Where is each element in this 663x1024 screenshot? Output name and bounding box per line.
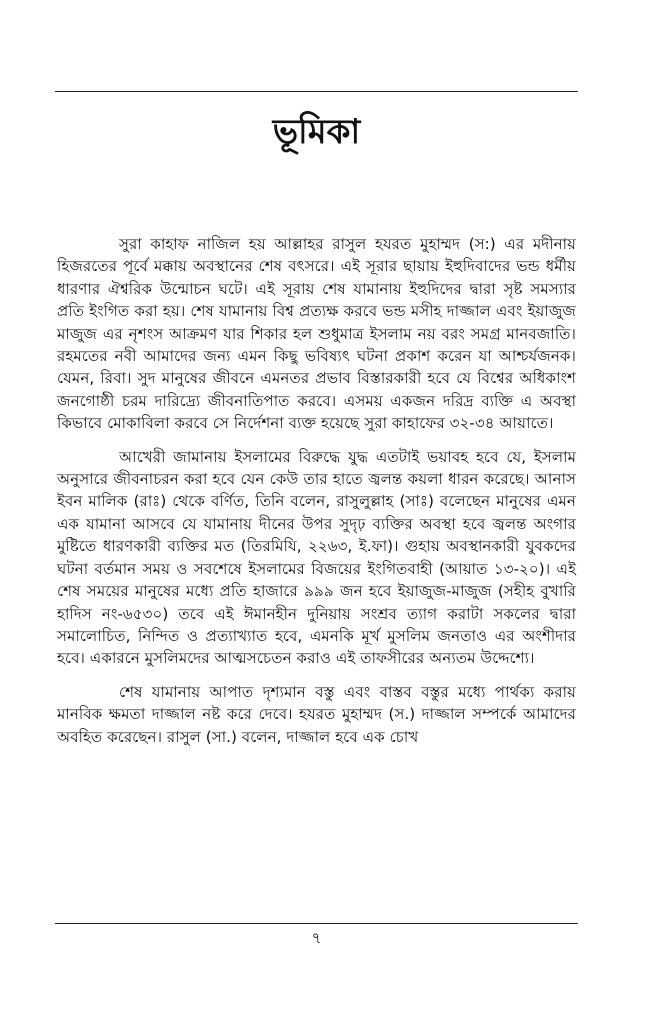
body-text	[57, 233, 576, 748]
paragraph: সুরা কাহাফ নাজিল হয় আল্লাহর রাসুল হযরত মুহাম্মদ (স:) এর মদীনায় হিজরতের পূর্বে মক্কায় অবস্থানের শেষ বৎসরে। এই সূরার ছায়ায় ইহুদিবাদের ভন্ড ধর্মীয় ধারণার ঐশ্বরিক উন্মোচন ঘটে। এই সূরায় শেষ যামানায় ইহুদিদের দ্বারা সৃষ্ট সমস্যার প্রতি ইংগিত করা হয়। শেষ যামানায় বিশ্ব প্রত্যক্ষ করবে ভন্ড মসীহ দাজ্জাল এবং ইয়াজুজ মাজুজ এর নৃশংস আক্রমণ যার শিকার হল শুধুমাত্র ইসলাম নয় বরং সমগ্র মানবজাতি। রহমতের নবী আমাদের জন্য এমন কিছু ভবিষ্যৎ ঘটনা প্রকাশ করেন যা আশ্চর্যজনক। যেমন, রিবা। সুদ মানুষের জীবনে এমনতর প্রভাব বিস্তারকারী হবে যে বিশ্বের অধিকাংশ জনগোষ্ঠী চরম দারিদ্র্যে জীবনাতিপাত করবে। এসময় একজন দরিদ্র ব্যক্তি এ অবস্থা কিভাবে মোকাবিলা করবে সে নির্দেশনা ব্যক্ত হয়েছে সুরা কাহাফের ৩২-৩৪ আয়াতে।	[57, 235, 576, 433]
paragraph: শেষ যামানায় আপাত দৃশ্যমান বস্তু এবং বাস্তব বস্তুর মধ্যে পার্থক্য করায় মানবিক ক্ষমতা দাজ্জাল নষ্ট করে দেবে। হযরত মুহাম্মদ (স.) দাজ্জাল সম্পর্কে আমাদের অবহিত করেছেন। রাসুল (সা.) বলেন, দাজ্জাল হবে এক চোখ	[57, 682, 576, 746]
bottom-rule	[55, 923, 578, 924]
page-title: ভূমিকা	[272, 112, 361, 152]
page-number: ৭	[311, 929, 322, 947]
paragraph: আখেরী জামানায় ইসলামের বিরুদ্ধে যুদ্ধ এতটাই ভয়াবহ হবে যে, ইসলাম অনুসারে জীবনাচরন করা হবে যেন কেউ তার হাতে জ্বলন্ত কয়লা ধারন করেছে। আনাস ইবন মালিক (রাঃ) থেকে বর্ণিত, তিনি বলেন, রাসুলুল্লাহ (সাঃ) বলেছেন মানুষের এমন এক যামানা আসবে যে যামানায় দীনের উপর সুদৃঢ় ব্যক্তির অবস্থা হবে জ্বলন্ত অংগার মুষ্টিতে ধারণকারী ব্যক্তির মত (তিরমিযি, ২২৬৩, ই.ফা)। গুহায় অবস্থানকারী যুবকদের ঘটনা বর্তমান সময় ও সবশেষে ইসলামের বিজয়ের ইংগিতবাহী (আয়াত ১৩-২০)। এই শেষ সময়ের মানুষের মধ্যে প্রতি হাজারে ৯৯৯ জন হবে ইয়াজুজ-মাজুজ (সহীহ বুখারি হাদিস নং-৬৫৩০) তবে এই ঈমানহীন দুনিয়ায় সংশ্রব ত্যাগ করাটা সকলের দ্বারা সমালোচিত, নিন্দিত ও প্রত্যাখ্যাত হবে, এমনকি মূর্খ মুসলিম জনতাও এর অংশীদার হবে। একারনে মুসলিমদের আত্মসচেতন করাও এই তাফসীরের অন্যতম উদ্দেশ্যে।	[57, 447, 576, 668]
top-rule	[55, 91, 578, 92]
